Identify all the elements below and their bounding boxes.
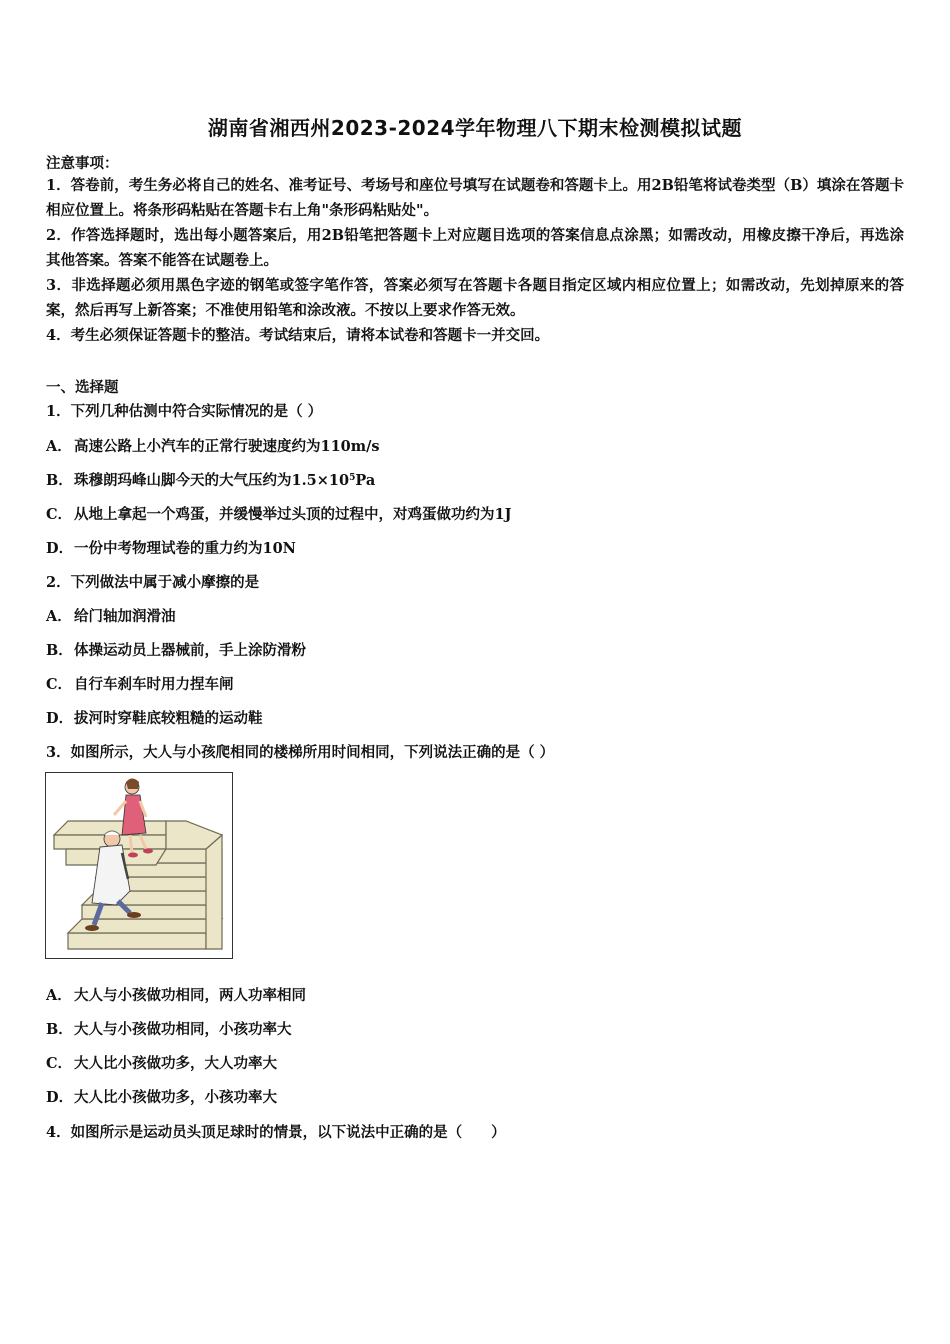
- notice-heading: 注意事项：: [46, 155, 119, 172]
- option-letter: C．: [46, 506, 73, 523]
- option-letter: A．: [46, 987, 72, 1004]
- option-letter: D．: [46, 1089, 74, 1106]
- option-text: 大人比小孩做功多，小孩功率大: [74, 1089, 277, 1106]
- option-letter: A．: [46, 608, 72, 625]
- option-letter: A．: [46, 438, 72, 455]
- notice-item-3: 3．非选择题必须用黑色字迹的钢笔或签字笔作答，答案必须写在答题卡各题目指定区域内相应位置上；如需改动，先划掉原来的答案，然后再写上新答案；不准使用铅笔和涂改液。不按以上要求作答无效。: [46, 277, 904, 319]
- question-3-option-b: [46, 1018, 292, 1039]
- question-2-stem: 2．下列做法中属于减小摩擦的是: [46, 574, 260, 591]
- question-1-option-b: [46, 469, 375, 490]
- notice-item-4: 4．考生必须保证答题卡的整洁。考试结束后，请将本试卷和答题卡一并交回。: [46, 327, 550, 344]
- question-3-stem: 3．如图所示，大人与小孩爬相同的楼梯所用时间相同，下列说法正确的是（ ）: [46, 744, 555, 761]
- option-text: 一份中考物理试卷的重力约为10N: [74, 540, 296, 557]
- stairs-illustration: [45, 772, 233, 959]
- option-text: 自行车刹车时用力捏车闸: [74, 676, 234, 693]
- section-heading: 一、选择题: [46, 379, 119, 396]
- question-2-option-c: [46, 673, 234, 694]
- question-4-stem: 4．如图所示是运动员头顶足球时的情景，以下说法中正确的是（ ）: [46, 1124, 506, 1141]
- question-1-option-c: [46, 503, 511, 524]
- option-text: 给门轴加润滑油: [74, 608, 176, 625]
- option-text: 大人与小孩做功相同，两人功率相同: [74, 987, 306, 1004]
- option-text: 大人比小孩做功多，大人功率大: [74, 1055, 277, 1072]
- option-text: 拔河时穿鞋底较粗糙的运动鞋: [74, 710, 263, 727]
- option-letter: C．: [46, 676, 73, 693]
- option-letter: C．: [46, 1055, 73, 1072]
- option-unit: Pa: [355, 472, 376, 489]
- question-2-option-d: [46, 707, 263, 728]
- option-letter: B．: [46, 472, 73, 489]
- option-text: 珠穆朗玛峰山脚今天的大气压约为1.5×10: [74, 472, 350, 489]
- question-3-option-a: [46, 984, 306, 1005]
- question-3-option-c: [46, 1052, 277, 1073]
- question-2-option-a: [46, 605, 176, 626]
- notice-item-2: 2．作答选择题时，选出每小题答案后，用2B铅笔把答题卡上对应题目选项的答案信息点涂黑；如需改动，用橡皮擦干净后，再选涂其他答案。答案不能答在试题卷上。: [46, 227, 904, 269]
- option-text: 大人与小孩做功相同，小孩功率大: [74, 1021, 292, 1038]
- question-3-option-d: [46, 1086, 277, 1107]
- question-1-option-a: [46, 435, 380, 456]
- staircase: [54, 821, 222, 949]
- question-2-option-b: [46, 639, 306, 660]
- page-title: 湖南省湘西州2023-2024学年物理八下期末检测模拟试题: [207, 116, 743, 140]
- option-text: 从地上拿起一个鸡蛋，并缓慢举过头顶的过程中，对鸡蛋做功约为1J: [74, 506, 512, 523]
- option-letter: D．: [46, 540, 74, 557]
- question-1-stem: 1．下列几种估测中符合实际情况的是（ ）: [46, 403, 323, 420]
- question-1-option-d: [46, 537, 296, 558]
- option-text: 体操运动员上器械前，手上涂防滑粉: [74, 642, 306, 659]
- stairs-drawing: [46, 773, 232, 958]
- notice-item-1: 1．答卷前，考生务必将自己的姓名、准考证号、考场号和座位号填写在试题卷和答题卡上。用2B铅笔将试卷类型（B）填涂在答题卡相应位置上。将条形码粘贴在答题卡右上角"条形码粘贴处"。: [46, 177, 904, 219]
- option-text: 高速公路上小汽车的正常行驶速度约为110m/s: [74, 438, 380, 455]
- exponent: 5: [349, 473, 356, 483]
- option-letter: B．: [46, 1021, 73, 1038]
- option-letter: B．: [46, 642, 73, 659]
- option-letter: D．: [46, 710, 74, 727]
